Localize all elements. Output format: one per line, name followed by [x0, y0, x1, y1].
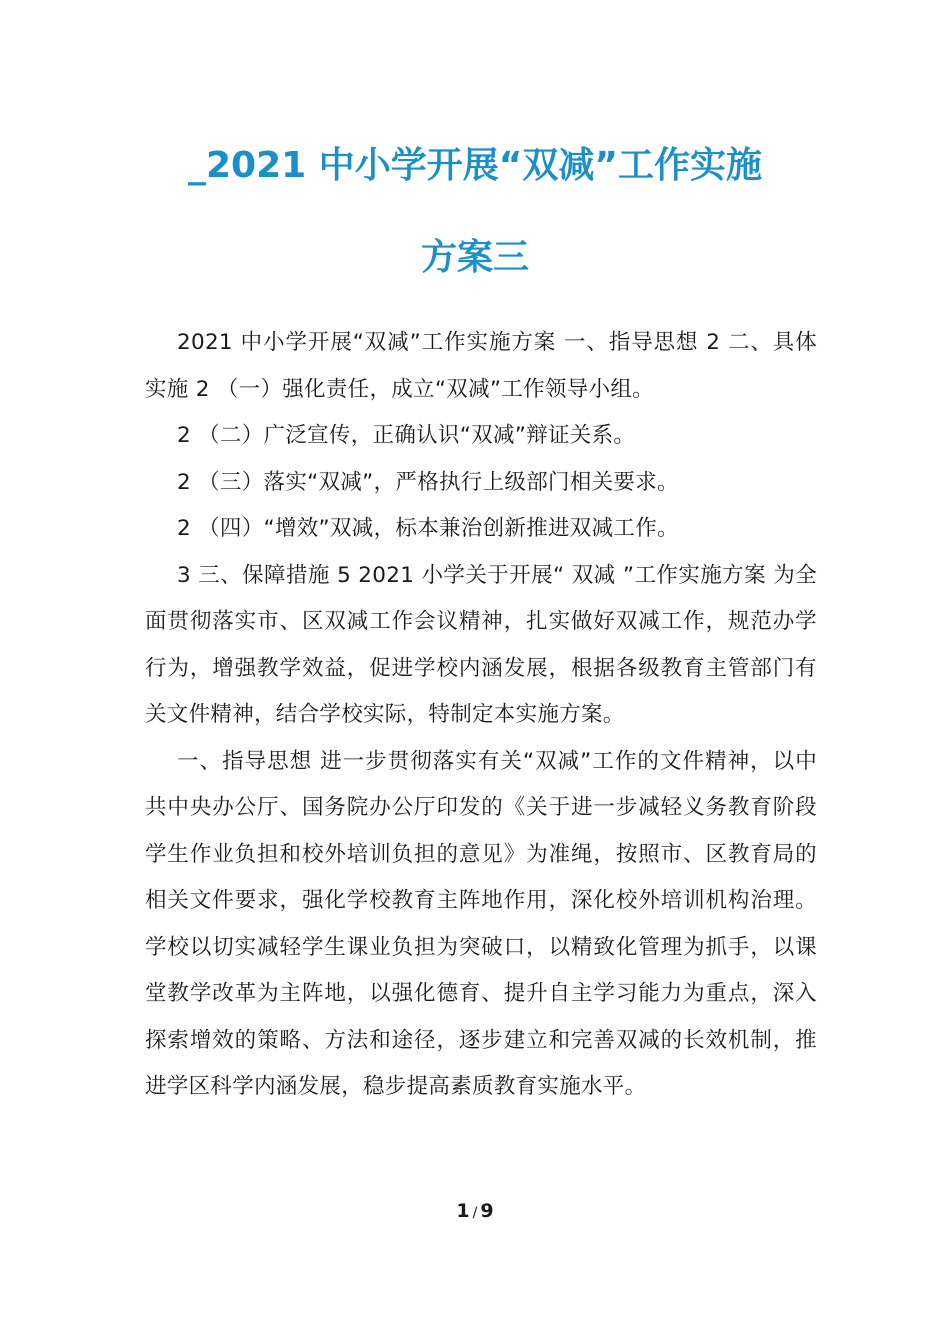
paragraph-5: 3 三、保障措施 5 2021 小学关于开展“ 双减 ”工作实施方案 为全面贯彻落实市、区双减工作会议精神，扎实做好双减工作，规范办学行为，增强教学效益，促进学校内涵发展，根据各级教育主管部门有关文件精神，结合学校实际，特制定本实施方案。 [145, 562, 817, 727]
paragraph-6: 一、指导思想 进一步贯彻落实有关“双减”工作的文件精神，以中共中央办公厅、国务院办公厅印发的《关于进一步减轻义务教育阶段学生作业负担和校外培训负担的意见》为准绳，按照市、区教育局的相关文件要求，强化学校教育主阵地作用，深化校外培训机构治理。学校以切实减轻学生课业负担为突破口，以精致化管理为抓手，以课堂教学改革为主阵地，以强化德育、提升自主学习能力为重点，深入探索增效的策略、方法和途径，逐步建立和完善双减的长效机制，推进学区科学内涵发展，稳步提高素质教育实施水平。 [145, 748, 817, 1099]
document-body [145, 320, 817, 1111]
page-current: 1 [456, 1200, 470, 1222]
document-title-line-1: _2021 中小学开展“双减”工作实施 [187, 145, 763, 186]
paragraph-2: 2 （二）广泛宣传，正确认识“双减”辩证关系。 [177, 423, 636, 448]
paragraph-1: 2021 中小学开展“双减”工作实施方案 一、指导思想 2 二、具体实施 2 （一）强化责任，成立“双减”工作领导小组。 [145, 330, 817, 402]
page-separator: / [472, 1205, 478, 1221]
document-title-line-2: 方案三 [420, 237, 529, 278]
paragraph-3: 2 （三）落实“双减”，严格执行上级部门相关要求。 [177, 469, 679, 495]
page-number [0, 1200, 950, 1222]
page-total: 9 [480, 1200, 494, 1222]
paragraph-4: 2 （四）“增效”双减，标本兼治创新推进双减工作。 [177, 516, 679, 541]
